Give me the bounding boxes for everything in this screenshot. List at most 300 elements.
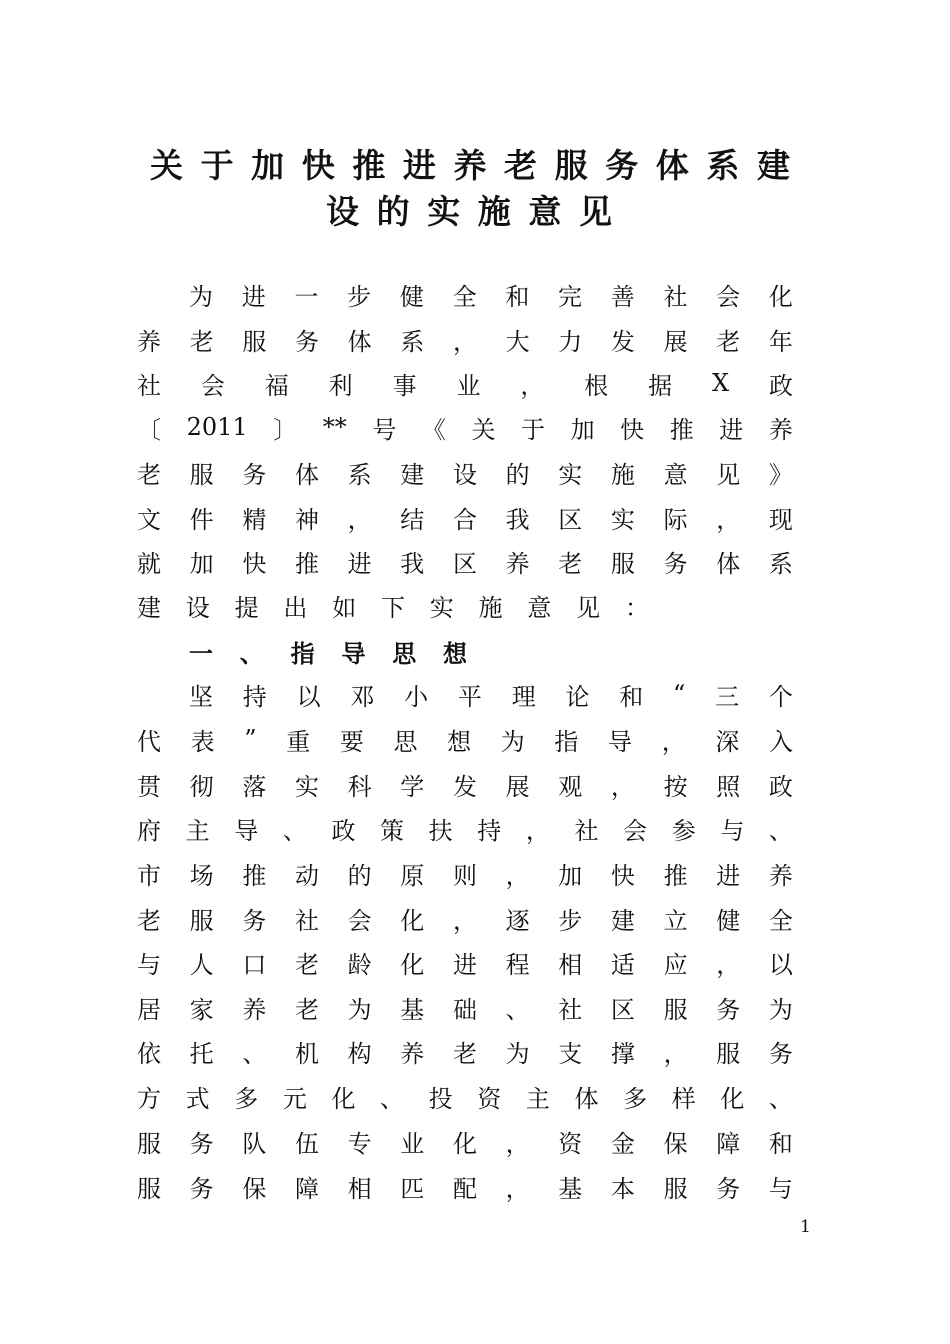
body-char: 适 <box>610 950 635 979</box>
body-char: 养 <box>242 995 267 1024</box>
title-char: 老 <box>504 146 538 185</box>
paragraph-1-line <box>137 546 793 576</box>
paragraph-2-line <box>137 992 793 1022</box>
paragraph-2-line <box>189 679 793 709</box>
body-char: 结 <box>400 505 425 534</box>
body-char: 加 <box>558 861 583 890</box>
body-char: 服 <box>137 1129 161 1158</box>
section-heading-1 <box>189 636 467 666</box>
paragraph-1-line <box>189 279 793 309</box>
body-char: 与 <box>720 816 745 845</box>
body-char: 养 <box>400 1039 425 1068</box>
body-char: 应 <box>663 950 688 979</box>
body-char: 务 <box>294 327 319 356</box>
body-char: 础 <box>452 995 477 1024</box>
body-char: 参 <box>671 816 696 845</box>
body-char: 社 <box>558 995 583 1024</box>
title-char: 设 <box>326 192 359 231</box>
paragraph-2-line <box>137 858 793 888</box>
body-char: 业 <box>400 1129 425 1158</box>
body-char: 思 <box>392 639 417 668</box>
title-char: 意 <box>528 192 562 231</box>
body-char: 文 <box>137 505 161 534</box>
body-char: 程 <box>505 950 530 979</box>
body-char: 关 <box>471 415 496 444</box>
body-char: 投 <box>428 1084 453 1113</box>
body-char: 、 <box>239 639 264 668</box>
body-char: 和 <box>505 282 530 311</box>
body-char: 服 <box>663 1174 688 1203</box>
body-char: 彻 <box>189 772 214 801</box>
body-char: 》 <box>768 460 793 489</box>
body-char: 完 <box>558 282 583 311</box>
body-char: 据 <box>648 371 673 400</box>
body-char: 实 <box>429 593 454 622</box>
body-char: 原 <box>400 861 425 890</box>
body-char: 发 <box>452 772 477 801</box>
body-char: 、 <box>768 816 793 845</box>
body-char: 化 <box>400 906 425 935</box>
body-char: 出 <box>283 593 308 622</box>
body-char: ** <box>322 413 347 441</box>
body-char: 人 <box>189 950 214 979</box>
body-char: 立 <box>663 906 688 935</box>
body-char: 市 <box>137 861 161 890</box>
body-char: 服 <box>189 460 214 489</box>
body-char: 扶 <box>428 816 453 845</box>
body-char: 利 <box>328 371 353 400</box>
body-char: 社 <box>294 906 319 935</box>
body-char: 机 <box>294 1039 319 1068</box>
title-char: 于 <box>200 146 234 185</box>
body-char: 代 <box>137 727 161 756</box>
body-char: 〕 <box>273 415 298 444</box>
body-char: 老 <box>294 995 319 1024</box>
body-char: 建 <box>610 906 635 935</box>
body-char: ， <box>661 727 686 756</box>
body-char: 〔 <box>137 415 161 444</box>
body-char: 会 <box>623 816 648 845</box>
body-char: 推 <box>242 861 267 890</box>
body-char: 贯 <box>137 772 161 801</box>
body-char: 件 <box>189 505 214 534</box>
body-char: 服 <box>242 327 267 356</box>
body-char: 与 <box>768 1174 793 1203</box>
body-char: 老 <box>716 327 741 356</box>
title-char: 见 <box>578 192 612 231</box>
paragraph-1-line <box>137 412 793 442</box>
body-char: 主 <box>525 1084 550 1113</box>
body-char: ， <box>663 1039 688 1068</box>
body-char: 就 <box>137 549 161 578</box>
body-char: 设 <box>185 593 210 622</box>
paragraph-1-line <box>137 368 793 398</box>
body-char: 三 <box>715 682 740 711</box>
body-char: 重 <box>286 727 311 756</box>
body-char: 想 <box>447 727 472 756</box>
body-char: 化 <box>720 1084 745 1113</box>
body-char: 老 <box>452 1039 477 1068</box>
body-char: 小 <box>404 682 429 711</box>
body-char: 坚 <box>189 682 213 711</box>
body-char: 政 <box>768 772 793 801</box>
body-char: 老 <box>137 906 161 935</box>
body-char: 依 <box>137 1039 161 1068</box>
body-char: 社 <box>574 816 599 845</box>
body-char: 加 <box>189 549 214 578</box>
body-char: 系 <box>400 327 425 356</box>
body-char: ， <box>716 505 741 534</box>
body-char: 全 <box>768 906 793 935</box>
body-char: 区 <box>558 505 583 534</box>
title-char: 的 <box>376 192 410 231</box>
body-char: 逐 <box>505 906 530 935</box>
paragraph-2-line <box>137 1036 793 1066</box>
paragraph-1-line <box>137 590 649 620</box>
body-char: 障 <box>716 1129 741 1158</box>
body-char: 加 <box>570 415 595 444</box>
title-char: 推 <box>352 146 386 185</box>
body-char: 务 <box>242 460 267 489</box>
body-char: 老 <box>558 549 583 578</box>
body-char: 务 <box>189 1174 214 1203</box>
body-char: 区 <box>452 549 477 578</box>
body-char: 基 <box>558 1174 583 1203</box>
body-char: 意 <box>663 460 688 489</box>
body-char: 为 <box>505 1039 530 1068</box>
body-char: 见 <box>716 460 741 489</box>
body-char: ， <box>716 950 741 979</box>
body-char: 照 <box>716 772 741 801</box>
body-char: X <box>712 369 730 397</box>
body-char: 我 <box>400 549 425 578</box>
body-char: ， <box>520 371 545 400</box>
body-char: 设 <box>452 460 477 489</box>
body-char: 步 <box>558 906 583 935</box>
body-char: 系 <box>768 549 793 578</box>
body-char: 务 <box>663 549 688 578</box>
body-char: 元 <box>282 1084 307 1113</box>
body-char: 神 <box>294 505 319 534</box>
title-char: 加 <box>251 146 285 185</box>
body-char: 务 <box>716 1174 741 1203</box>
body-char: 我 <box>505 505 530 534</box>
body-char: 大 <box>505 327 530 356</box>
body-char: 务 <box>768 1039 793 1068</box>
title-char: 建 <box>756 146 790 185</box>
body-char: 力 <box>558 327 583 356</box>
body-char: 进 <box>716 861 741 890</box>
body-char: 、 <box>505 995 530 1024</box>
body-char: 和 <box>619 682 644 711</box>
body-char: 以 <box>296 682 321 711</box>
body-char: 导 <box>608 727 633 756</box>
body-char: 实 <box>558 460 583 489</box>
body-char: 施 <box>610 460 635 489</box>
title-char: 施 <box>477 192 511 231</box>
body-char: 展 <box>663 327 688 356</box>
body-char: 展 <box>505 772 530 801</box>
body-char: 全 <box>452 282 477 311</box>
body-char: 一 <box>189 639 213 668</box>
body-char: 健 <box>399 282 424 311</box>
body-char: 导 <box>341 639 366 668</box>
body-char: 务 <box>716 995 741 1024</box>
body-char: 健 <box>716 906 741 935</box>
body-char: ， <box>347 505 372 534</box>
body-char: 资 <box>477 1084 502 1113</box>
body-char: 政 <box>769 371 793 400</box>
body-char: 精 <box>242 505 267 534</box>
paragraph-2-line <box>137 1171 793 1201</box>
body-char: 相 <box>558 950 583 979</box>
body-char: 业 <box>456 371 481 400</box>
body-char: 理 <box>511 682 536 711</box>
body-char: 2011 <box>186 413 248 441</box>
body-char: 府 <box>137 816 161 845</box>
body-char: 平 <box>457 682 482 711</box>
body-char: 化 <box>331 1084 356 1113</box>
body-char: 际 <box>663 505 688 534</box>
body-char: 如 <box>332 593 357 622</box>
body-char: 进 <box>241 282 266 311</box>
body-char: 、 <box>768 1084 793 1113</box>
body-char: 号 <box>372 415 397 444</box>
body-char: 社 <box>137 371 161 400</box>
paragraph-2-line <box>137 903 793 933</box>
body-char: 动 <box>294 861 319 890</box>
body-char: 化 <box>400 950 425 979</box>
body-char: 龄 <box>347 950 372 979</box>
body-char: 基 <box>400 995 425 1024</box>
body-char: 推 <box>294 549 319 578</box>
title-char: 养 <box>453 146 487 185</box>
body-char: 系 <box>347 460 372 489</box>
paragraph-2-line <box>137 947 793 977</box>
body-char: 施 <box>478 593 503 622</box>
body-char: 样 <box>671 1084 696 1113</box>
page-number: 1 <box>800 1217 811 1237</box>
body-char: 本 <box>610 1174 635 1203</box>
body-char: 推 <box>663 861 688 890</box>
body-char: 政 <box>331 816 356 845</box>
paragraph-2-line <box>137 1081 793 1111</box>
body-char: 撑 <box>610 1039 635 1068</box>
body-char: 以 <box>768 950 793 979</box>
paragraph-1-line <box>137 324 793 354</box>
body-char: 为 <box>500 727 525 756</box>
body-char: 家 <box>189 995 214 1024</box>
body-char: 支 <box>558 1039 583 1068</box>
body-char: 保 <box>663 1129 688 1158</box>
body-char: 托 <box>189 1039 214 1068</box>
paragraph-1-line <box>137 457 793 487</box>
body-char: ， <box>452 327 477 356</box>
body-char: ， <box>505 1174 530 1203</box>
body-char: 现 <box>768 505 793 534</box>
body-char: 则 <box>452 861 477 890</box>
body-char: 事 <box>392 371 417 400</box>
title-char: 系 <box>706 146 740 185</box>
body-char: 体 <box>347 327 372 356</box>
body-char: 表 <box>190 727 215 756</box>
body-char: 指 <box>290 639 315 668</box>
title-char: 实 <box>427 192 461 231</box>
body-char: 邓 <box>350 682 375 711</box>
paragraph-2-line <box>137 769 793 799</box>
body-char: 想 <box>442 639 467 668</box>
body-char: 养 <box>137 327 161 356</box>
body-char: 匹 <box>400 1174 425 1203</box>
body-char: 会 <box>200 371 225 400</box>
body-char: 科 <box>347 772 372 801</box>
body-char: 保 <box>242 1174 267 1203</box>
body-char: 进 <box>452 950 477 979</box>
body-char: 合 <box>452 505 477 534</box>
body-char: 服 <box>610 549 635 578</box>
body-char: 老 <box>189 327 214 356</box>
body-char: 体 <box>294 460 319 489</box>
body-char: 进 <box>347 549 372 578</box>
body-char: 居 <box>137 995 161 1024</box>
body-char: 区 <box>610 995 635 1024</box>
body-char: 会 <box>347 906 372 935</box>
body-char: ， <box>452 906 477 935</box>
body-char: 《 <box>421 415 446 444</box>
body-char: 深 <box>715 727 740 756</box>
body-char: 于 <box>521 415 546 444</box>
body-char: 和 <box>768 1129 793 1158</box>
body-char: 思 <box>393 727 418 756</box>
body-char: 为 <box>768 995 793 1024</box>
body-char: 相 <box>347 1174 372 1203</box>
body-char: 的 <box>347 861 372 890</box>
body-char: 下 <box>380 593 405 622</box>
title-char: 务 <box>605 146 639 185</box>
body-char: 根 <box>584 371 609 400</box>
body-char: 式 <box>185 1084 210 1113</box>
body-char: 个 <box>768 682 793 711</box>
body-char: 体 <box>574 1084 599 1113</box>
body-char: 体 <box>716 549 741 578</box>
body-char: 养 <box>768 415 793 444</box>
body-char: ： <box>624 593 649 622</box>
body-char: 快 <box>242 549 267 578</box>
body-char: 化 <box>768 282 793 311</box>
body-char: ， <box>610 772 635 801</box>
body-char: 与 <box>137 950 161 979</box>
body-char: 养 <box>505 549 530 578</box>
body-char: 金 <box>610 1129 635 1158</box>
body-char: 服 <box>663 995 688 1024</box>
body-char: 服 <box>137 1174 161 1203</box>
body-char: 口 <box>242 950 267 979</box>
body-char: 善 <box>610 282 635 311</box>
body-char: 见 <box>576 593 601 622</box>
body-char: 观 <box>558 772 583 801</box>
body-char: 要 <box>339 727 364 756</box>
body-char: 务 <box>242 906 267 935</box>
body-char: 发 <box>610 327 635 356</box>
body-char: “ <box>673 680 686 708</box>
body-char: 会 <box>716 282 741 311</box>
body-char: 持 <box>242 682 267 711</box>
body-char: ， <box>505 1129 530 1158</box>
body-char: 多 <box>623 1084 648 1113</box>
body-char: 队 <box>242 1129 267 1158</box>
body-char: ， <box>505 861 530 890</box>
body-char: ， <box>525 816 550 845</box>
body-char: 服 <box>716 1039 741 1068</box>
body-char: 构 <box>347 1039 372 1068</box>
paragraph-2-line <box>137 1126 793 1156</box>
body-char: 方 <box>137 1084 161 1113</box>
body-char: 为 <box>189 282 213 311</box>
body-char: 持 <box>477 816 502 845</box>
body-char: 快 <box>620 415 645 444</box>
body-char: 年 <box>768 327 793 356</box>
body-char: 建 <box>400 460 425 489</box>
body-char: 老 <box>137 460 161 489</box>
body-char: 福 <box>264 371 289 400</box>
document-title-line-2 <box>326 186 612 233</box>
body-char: 服 <box>189 906 214 935</box>
body-char: 社 <box>663 282 688 311</box>
body-char: 主 <box>185 816 210 845</box>
body-char: 养 <box>768 861 793 890</box>
body-char: 步 <box>347 282 372 311</box>
body-char: 专 <box>347 1129 372 1158</box>
title-char: 服 <box>554 146 588 185</box>
body-char: 实 <box>294 772 319 801</box>
body-char: 实 <box>610 505 635 534</box>
body-char: 资 <box>558 1129 583 1158</box>
body-char: 多 <box>234 1084 259 1113</box>
body-char: 场 <box>189 861 214 890</box>
body-char: 推 <box>669 415 694 444</box>
body-char: 导 <box>234 816 259 845</box>
body-char: 化 <box>452 1129 477 1158</box>
body-char: 入 <box>768 727 793 756</box>
body-char: 老 <box>294 950 319 979</box>
body-char: 按 <box>663 772 688 801</box>
body-char: 、 <box>380 1084 405 1113</box>
paragraph-1-line <box>137 502 793 532</box>
body-char: ” <box>244 725 257 753</box>
body-char: 障 <box>294 1174 319 1203</box>
body-char: 论 <box>565 682 590 711</box>
body-char: 落 <box>242 772 267 801</box>
body-char: 意 <box>527 593 552 622</box>
body-char: 、 <box>282 816 307 845</box>
title-char: 快 <box>301 146 335 185</box>
paragraph-2-line <box>137 813 793 843</box>
body-char: 伍 <box>294 1129 319 1158</box>
body-char: 的 <box>505 460 530 489</box>
document-title-line-1 <box>150 140 790 187</box>
title-char: 体 <box>655 146 689 185</box>
body-char: 快 <box>610 861 635 890</box>
body-char: 一 <box>294 282 319 311</box>
body-char: 提 <box>234 593 259 622</box>
body-char: 策 <box>380 816 405 845</box>
title-char: 进 <box>402 146 436 185</box>
body-char: 进 <box>719 415 744 444</box>
body-char: 建 <box>137 593 161 622</box>
body-char: 学 <box>400 772 425 801</box>
body-char: 、 <box>242 1039 267 1068</box>
paragraph-2-line <box>137 724 793 754</box>
